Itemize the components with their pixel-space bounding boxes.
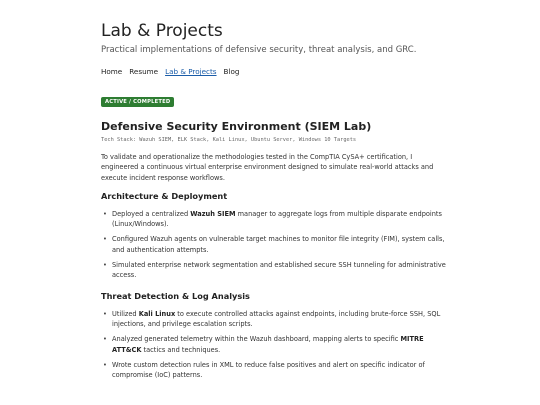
list-item: • Simulated enterprise network segmentation and established secure SSH tunneling for administrative access.	[101, 260, 446, 280]
architecture-list	[101, 209, 446, 285]
list-item: • Utilized Kali Linux to execute controlled attacks against endpoints, including brute-force SSH, SQL injections, and privilege escalation scripts.	[101, 309, 446, 329]
list-item: • Configured Wazuh agents on vulnerable target machines to monitor file integrity (FIM), system calls, and authentication attempts.	[101, 234, 446, 254]
project-title: Defensive Security Environment (SIEM Lab)	[101, 120, 372, 133]
main-nav	[101, 67, 239, 76]
nav-link-home[interactable]: Home	[101, 67, 123, 76]
nav-link-blog[interactable]: Blog	[223, 67, 240, 76]
list-item: • Analyzed generated telemetry within the Wazuh dashboard, mapping alerts to specific MITRE ATT&CK tactics and techniques.	[101, 334, 446, 354]
list-item: • Deployed a centralized Wazuh SIEM manager to aggregate logs from multiple disparate endpoints (Linux/Windows).	[101, 209, 446, 229]
nav-link-lab-projects[interactable]: Lab & Projects	[165, 67, 217, 76]
section-heading-threat-detection: Threat Detection & Log Analysis	[101, 291, 250, 301]
page-subtitle: Practical implementations of defensive security, threat analysis, and GRC.	[101, 45, 417, 55]
tech-stack: Tech Stack: Wazuh SIEM, ELK Stack, Kali Linux, Ubuntu Server, Windows 10 Targets	[101, 137, 357, 143]
nav-link-resume[interactable]: Resume	[129, 67, 159, 76]
status-badge: ACTIVE / COMPLETED	[101, 97, 174, 107]
list-item: • Wrote custom detection rules in XML to reduce false positives and alert on specific indicator of compromise (IoC) patterns.	[101, 360, 446, 380]
threat-detection-list	[101, 309, 446, 385]
project-intro: To validate and operationalize the methodologies tested in the CompTIA CySA+ certification, I engineered a continuous virtual enterprise environment designed to simulate real-world attacks and execute incident response workflows.	[101, 153, 434, 182]
page-title: Lab & Projects	[101, 21, 223, 41]
section-heading-architecture: Architecture & Deployment	[101, 191, 228, 201]
